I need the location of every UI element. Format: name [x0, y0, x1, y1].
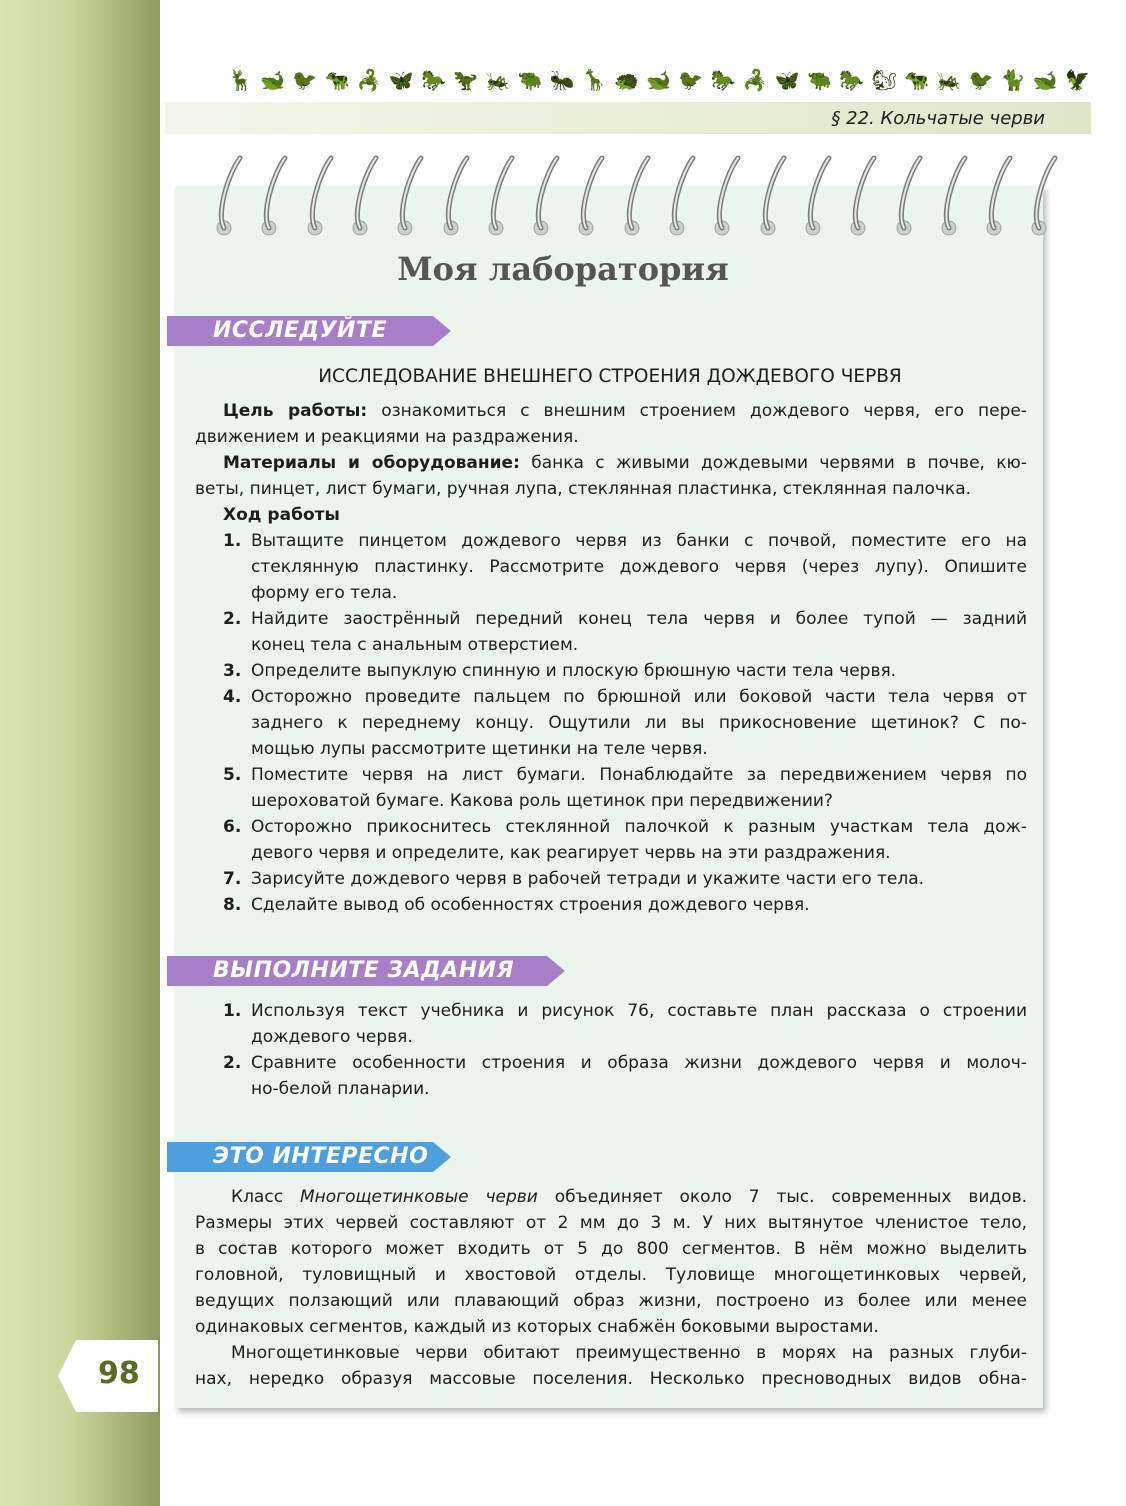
- spiral-ring: [890, 154, 930, 244]
- interesting-line-1: [195, 1184, 1027, 1210]
- interesting-italic-term: Многощетинковые черви: [299, 1187, 538, 1207]
- item-number: 8.: [223, 895, 242, 915]
- spiral-ring: [844, 154, 884, 244]
- interesting-paragraph-1: [195, 1210, 1027, 1340]
- numbered-line: но-белой планарии.: [251, 1079, 430, 1099]
- animal-silhouette-icon: 🐃: [517, 68, 543, 92]
- item-text: Найдите заострённый передний конец тела червя и более тупой — задний: [251, 609, 1027, 629]
- spiral-ring: [255, 154, 295, 244]
- interesting-line: в состав которого может входить от 5 до 800 сегментов. В нём можно выделить: [195, 1239, 1027, 1259]
- materials-line-2: веты, пинцет, лист бумаги, ручная лупа, стеклянная пластинка, стеклянная палочка.: [195, 479, 972, 499]
- item-number: 3.: [223, 661, 242, 681]
- tab-interesting-label: ЭТО ИНТЕРЕСНО: [213, 1144, 429, 1169]
- spiral-binding: [210, 154, 1040, 244]
- animal-silhouette-icon: 🐎: [710, 68, 736, 92]
- item-text: Вытащите пинцетом дождевого червя из банки с почвой, поместите его на: [251, 531, 1027, 551]
- lab-title: ИССЛЕДОВАНИЕ ВНЕШНЕГО СТРОЕНИЯ ДОЖДЕВОГО ЧЕРВЯ: [318, 366, 902, 387]
- spiral-ring: [301, 154, 341, 244]
- animal-silhouette-icon: 🐋: [260, 68, 286, 92]
- spiral-ring: [618, 154, 658, 244]
- numbered-line: стеклянную пластинку. Рассмотрите дождевого червя (через лупу). Опишите: [251, 557, 1027, 577]
- section-title: § 22. Кольчатые черви: [831, 108, 1045, 129]
- interesting-line: Размеры этих червей составляют от 2 мм до 3 м. У них вытянутое членистое тело,: [195, 1213, 1027, 1233]
- animal-silhouette-icon: 🐦: [292, 68, 318, 92]
- item-number: 2.: [223, 1053, 242, 1073]
- spiral-ring: [799, 154, 839, 244]
- item-text: Сделайте вывод об особенностях строения дождевого червя.: [251, 895, 810, 915]
- numbered-line: девого червя и определите, как реагирует червь на эти раздражения.: [251, 843, 891, 863]
- page-number: 98: [98, 1356, 140, 1391]
- numbered-line: конец тела с анальным отверстием.: [251, 635, 579, 655]
- materials-line-1: [195, 450, 1027, 476]
- side-strip: [0, 0, 160, 1506]
- animal-silhouette-band: [228, 66, 1090, 94]
- animal-silhouette-icon: 🦅: [1064, 68, 1090, 92]
- interesting-line: Многощетинковые черви обитают преимущественно в морях на разных глуби-: [231, 1343, 1027, 1363]
- animal-silhouette-icon: 🐋: [1032, 68, 1058, 92]
- goal-label: Цель работы:: [223, 401, 368, 421]
- numbered-line: форму его тела.: [251, 583, 398, 603]
- numbered-line: мощью лупы рассмотрите щетинки на теле червя.: [251, 739, 708, 759]
- animal-silhouette-icon: 🦗: [485, 68, 511, 92]
- section-header: [165, 102, 1091, 134]
- item-text: Определите выпуклую спинную и плоскую брюшную части тела червя.: [251, 661, 897, 681]
- interesting-pre: Класс: [231, 1187, 300, 1207]
- animal-silhouette-icon: 🦌: [228, 68, 253, 92]
- interesting-line: нах, нередко образуя массовые поселения. Несколько пресноводных видов обна-: [195, 1369, 1027, 1389]
- goal-line-1: [195, 398, 1027, 424]
- spiral-ring: [527, 154, 567, 244]
- spiral-ring: [935, 154, 975, 244]
- materials-label: Материалы и оборудование:: [223, 453, 520, 473]
- numbered-line: [195, 606, 1027, 632]
- interesting-paragraph-2: [195, 1340, 1027, 1392]
- tab-tasks: [167, 956, 565, 986]
- item-number: 5.: [223, 765, 242, 785]
- animal-silhouette-icon: 🐄: [324, 68, 350, 92]
- numbered-line: [195, 762, 1027, 788]
- animal-silhouette-icon: 🐄: [904, 68, 929, 92]
- spiral-ring: [980, 154, 1020, 244]
- animal-silhouette-icon: 🐃: [807, 68, 832, 92]
- item-number: 2.: [223, 609, 242, 629]
- item-text: Поместите червя на лист бумаги. Понаблюдайте за передвижением червя по: [251, 765, 1027, 785]
- animal-silhouette-icon: 🐦: [968, 68, 994, 92]
- interesting-line: одинаковых сегментов, каждый из которых снабжён боковыми выростами.: [195, 1317, 879, 1337]
- numbered-line: [195, 892, 1027, 918]
- animal-silhouette-icon: 🦒: [581, 68, 607, 92]
- item-text: Сравните особенности строения и образа жизни дождевого червя и молоч-: [251, 1053, 1027, 1073]
- spiral-ring: [346, 154, 386, 244]
- procedure-label: Ход работы: [223, 505, 340, 525]
- item-number: 4.: [223, 687, 242, 707]
- animal-silhouette-icon: 🐦: [678, 68, 704, 92]
- tab-investigate: [167, 316, 451, 346]
- tab-tasks-label: ВЫПОЛНИТЕ ЗАДАНИЯ: [213, 958, 515, 983]
- numbered-line: заднего к переднему концу. Ощутили ли вы прикосновение щетинок? С по-: [251, 713, 1027, 733]
- interesting-line: ведущих ползающий или плавающий образ жизни, построено из более или менее: [195, 1291, 1027, 1311]
- item-number: 1.: [223, 1001, 242, 1021]
- animal-silhouette-icon: 🦋: [388, 68, 414, 92]
- numbered-line: [195, 1050, 1027, 1076]
- interesting-line: головной, туловищный и хвостовой отделы. Туловище многощетинковых червей,: [195, 1265, 1027, 1285]
- animal-silhouette-icon: 🐜: [549, 68, 575, 92]
- item-text: Используя текст учебника и рисунок 76, составьте план рассказа о строении: [251, 1001, 1027, 1021]
- animal-silhouette-icon: 🐎: [421, 68, 446, 92]
- item-text: Осторожно проведите пальцем по брюшной или боковой части тела червя от: [251, 687, 1027, 707]
- spiral-ring: [437, 154, 477, 244]
- goal-line-2: движением и реакциями на раздражения.: [195, 427, 579, 447]
- spiral-ring: [663, 154, 703, 244]
- animal-silhouette-icon: 🦔: [614, 68, 639, 92]
- animal-silhouette-icon: 🐎: [839, 68, 865, 92]
- spiral-ring: [1025, 154, 1065, 244]
- goal-text-1: ознакомиться с внешним строением дождевого червя, его пере-: [381, 401, 1028, 421]
- animal-silhouette-icon: 🐈: [1000, 68, 1026, 92]
- animal-silhouette-icon: 🐿: [871, 68, 897, 92]
- item-text: Зарисуйте дождевого червя в рабочей тетради и укажите части его тела.: [251, 869, 925, 889]
- spiral-ring: [391, 154, 431, 244]
- lab-body: [195, 398, 1027, 918]
- item-number: 1.: [223, 531, 242, 551]
- animal-silhouette-icon: 🦂: [742, 68, 768, 92]
- numbered-line: [195, 684, 1027, 710]
- procedure-steps: [195, 528, 1027, 918]
- numbered-line: [195, 814, 1027, 840]
- tab-investigate-label: ИССЛЕДУЙТЕ: [213, 318, 388, 343]
- animal-silhouette-icon: 🦗: [936, 68, 962, 92]
- numbered-line: [195, 658, 1027, 684]
- spiral-ring: [572, 154, 612, 244]
- spiral-ring: [708, 154, 748, 244]
- spiral-ring: [210, 154, 250, 244]
- tasks-list: [195, 998, 1027, 1102]
- animal-silhouette-icon: 🦂: [356, 68, 382, 92]
- item-text: Осторожно прикоснитесь стеклянной палочкой к разным участкам тела дож-: [251, 817, 1027, 837]
- materials-text-1: банка с живыми дождевыми червями в почве, кю-: [531, 453, 1028, 473]
- spiral-ring: [754, 154, 794, 244]
- numbered-line: шероховатой бумаге. Какова роль щетинок при передвижении?: [251, 791, 833, 811]
- animal-silhouette-icon: 🐋: [646, 68, 672, 92]
- animal-silhouette-icon: 🦋: [774, 68, 800, 92]
- numbered-line: [195, 528, 1027, 554]
- item-number: 6.: [223, 817, 242, 837]
- spiral-ring: [482, 154, 522, 244]
- numbered-line: [195, 998, 1027, 1024]
- page-title: Моя лаборатория: [397, 250, 729, 288]
- interesting-body: [195, 1184, 1027, 1392]
- numbered-line: [195, 866, 1027, 892]
- animal-silhouette-icon: 🦖: [453, 68, 479, 92]
- item-number: 7.: [223, 869, 242, 889]
- numbered-line: дождевого червя.: [251, 1027, 413, 1047]
- tab-interesting: [167, 1142, 451, 1172]
- interesting-post: объединяет около 7 тыс. современных видов.: [537, 1187, 1028, 1207]
